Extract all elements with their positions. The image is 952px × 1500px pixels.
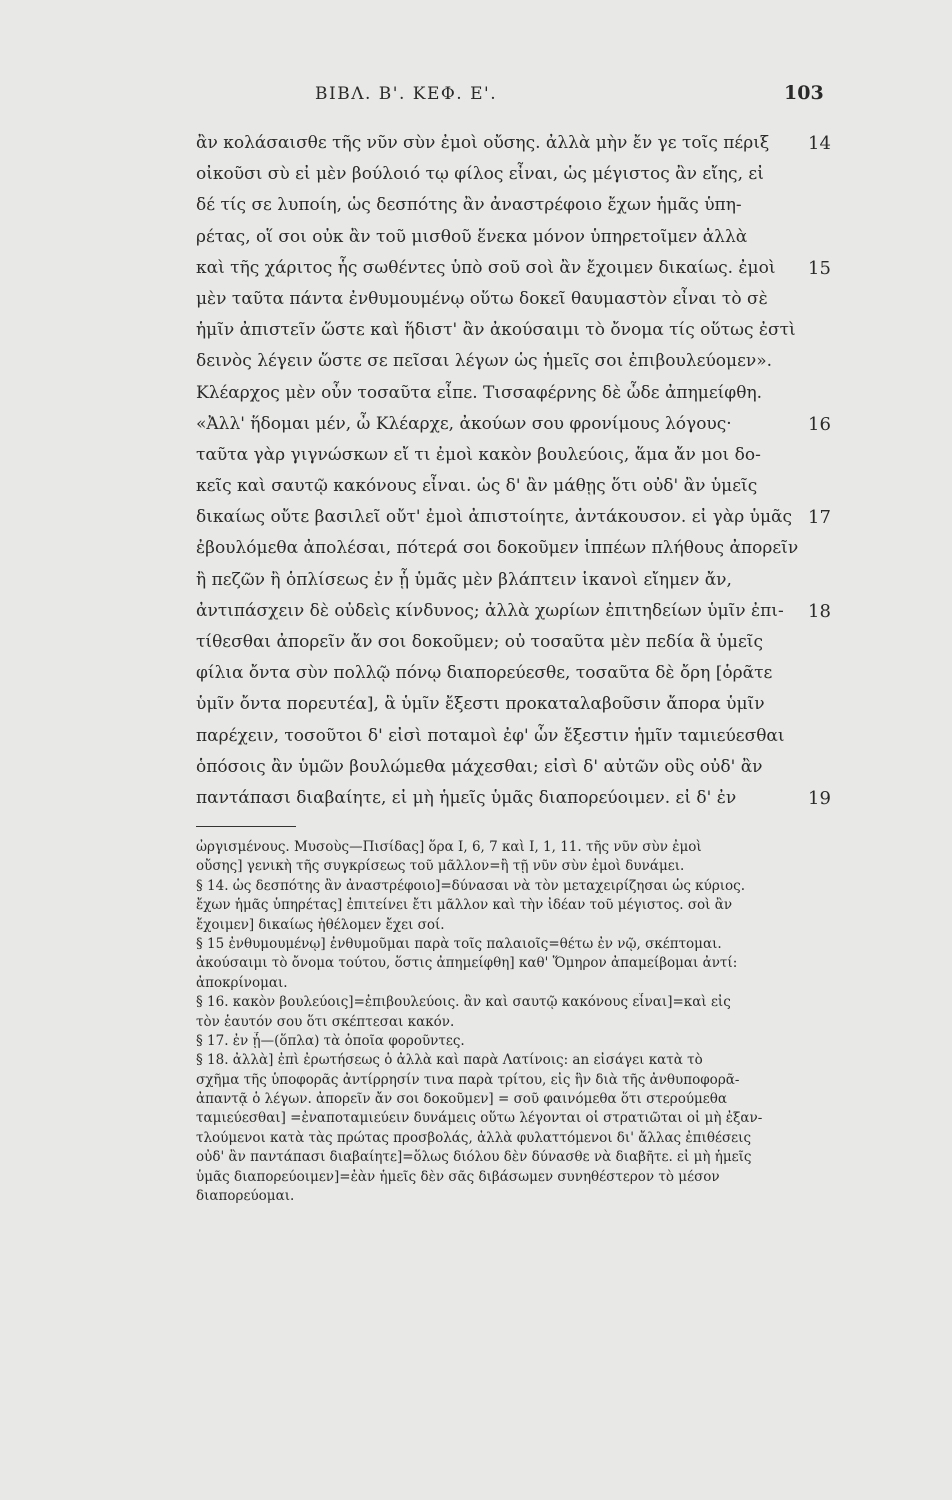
text-line: δικαίως οὔτε βασιλεῖ οὔτ' ἐμοὶ ἀπιστοίητε, ἀντάκουσον. εἰ γὰρ ὑμᾶς: [196, 507, 793, 528]
section-number: 19: [808, 788, 831, 810]
section-number: 17: [808, 507, 831, 529]
text-line: ρέτας, οἵ σοι οὐκ ἂν τοῦ μισθοῦ ἕνεκα μόνον ὑπηρετοῖμεν ἀλλὰ: [196, 226, 748, 247]
section-number: 15: [808, 257, 831, 279]
text-line: Κλέαρχος μὲν οὖν τοσαῦτα εἶπε. Τισσαφέρνης δὲ ὧδε ἀπημείφθη.: [196, 382, 763, 403]
note-line: ὠργισμένους. Μυσοὺς—Πισίδας] ὅρα Ι, 6, 7 καὶ Ι, 1, 11. τῆς νῦν σὺν ἐμοὶ: [196, 839, 702, 855]
text-line: φίλια ὄντα σὺν πολλῷ πόνῳ διαπορεύεσθε, τοσαῦτα δὲ ὄρη [ὁρᾶτε: [196, 663, 773, 684]
running-header: [0, 84, 952, 114]
text-line: ἢ πεζῶν ἢ ὁπλίσεως ἐν ᾗ ὑμᾶς μὲν βλάπτειν ἱκανοὶ εἴημεν ἄν,: [196, 569, 732, 590]
footnote-rule: [196, 826, 296, 827]
note-line: τλούμενοι κατὰ τὰς πρώτας προσβολάς, ἀλλὰ φυλαττόμενοι δι' ἄλλας ἐπιθέσεις: [196, 1129, 752, 1146]
note-line: οὔσης] γενικὴ τῆς συγκρίσεως τοῦ μᾶλλον=ἢ τῇ νῦν σὺν ἐμοὶ δυνάμει.: [196, 858, 685, 875]
note-line: οὐδ' ἂν παντάπασι διαβαίητε]=ὅλως διόλου δὲν δύνασθε νὰ διαβῆτε. εἰ μὴ ἡμεῖς: [196, 1149, 752, 1166]
section-number: 18: [808, 601, 831, 622]
text-line: καὶ τῆς χάριτος ἧς σωθέντες ὑπὸ σοῦ σοὶ ἂν ἔχοιμεν δικαίως. ἐμοὶ: [196, 257, 776, 278]
note-line: ἔχων ἡμᾶς ὑπηρέτας] ἐπιτείνει ἔτι μᾶλλον καὶ τὴν ἰδέαν τοῦ μέγιστος. σοὶ ἂν: [196, 897, 733, 914]
note-line: διαπορεύομαι.: [196, 1188, 295, 1205]
page-number: 103: [784, 82, 824, 104]
note-line: § 16. κακὸν βουλεύοις]=ἐπιβουλεύοις. ἂν καὶ σαυτῷ κακόνους εἶναι]=καὶ εἰς: [196, 994, 731, 1011]
text-line: ταῦτα γὰρ γιγνώσκων εἴ τι ἐμοὶ κακὸν βουλεύοις, ἅμα ἄν μοι δο-: [196, 444, 761, 465]
note-line: § 17. ἐν ᾗ—(ὅπλα) τὰ ὁποῖα φοροῦντες.: [196, 1032, 465, 1049]
text-line: παντάπασι διαβαίητε, εἰ μὴ ἡμεῖς ὑμᾶς διαπορεύοιμεν. εἰ δ' ἐν: [196, 787, 737, 808]
section-number: 16: [808, 413, 831, 435]
text-line: οἰκοῦσι σὺ εἰ μὲν βούλοιό τῳ φίλος εἶναι, ὡς μέγιστος ἂν εἴης, εἰ: [196, 164, 764, 185]
text-line: μὲν ταῦτα πάντα ἐνθυμουμένῳ οὕτω δοκεῖ θαυμαστὸν εἶναι τὸ σὲ: [196, 288, 768, 309]
text-line: κεῖς καὶ σαυτῷ κακόνους εἶναι. ὡς δ' ἂν μάθῃς ὅτι οὐδ' ἂν ὑμεῖς: [196, 476, 758, 497]
text-line: ὁπόσοις ἂν ὑμῶν βουλώμεθα μάχεσθαι; εἰσὶ δ' αὐτῶν οὓς οὐδ' ἂν: [196, 756, 763, 777]
note-line: ὑμᾶς διαπορεύοιμεν]=ἐὰν ἡμεῖς δὲν σᾶς διβάσωμεν συνηθέστερον τὸ μέσον: [196, 1168, 720, 1185]
text-line: παρέχειν, τοσοῦτοι δ' εἰσὶ ποταμοὶ ἐφ' ὧν ἔξεστιν ἡμῖν ταμιεύεσθαι: [196, 725, 785, 746]
note-line: τὸν ἑαυτόν σου ὅτι σκέπτεσαι κακόν.: [196, 1013, 455, 1030]
text-line: δέ τίς σε λυποίη, ὡς δεσπότης ἂν ἀναστρέφοιο ἔχων ἡμᾶς ὑπη-: [196, 195, 742, 216]
text-line: ἂν κολάσαισθε τῆς νῦν σὺν ἐμοὶ οὔσης. ἀλλὰ μὴν ἔν γε τοῖς πέριξ: [196, 133, 770, 153]
note-line: ταμιεύεσθαι] =ἐναποταμιεύειν δυνάμεις οὕτω λέγονται οἱ στρατιῶται οἱ μὴ ἐξαν-: [196, 1110, 763, 1127]
text-line: ὑμῖν ὄντα πορευτέα], ἃ ὑμῖν ἔξεστι προκαταλαβοῦσιν ἄπορα ὑμῖν: [196, 694, 765, 715]
text-line: ἀντιπάσχειν δὲ οὐδεὶς κίνδυνος; ἀλλὰ χωρίων ἐπιτηδείων ὑμῖν ἐπι-: [196, 600, 784, 621]
text-line: τίθεσθαι ἀπορεῖν ἄν σοι δοκοῦμεν; οὐ τοσαῦτα μὲν πεδία ἃ ὑμεῖς: [196, 632, 763, 652]
main-text-block: [196, 128, 800, 814]
section-number: 14: [808, 133, 831, 154]
note-line: ἀκούσαιμι τὸ ὄνομα τούτου, ὅστις ἀπημείφθη] καθ' Ὅμηρον ἀπαμείβομαι ἀντί:: [196, 955, 738, 972]
note-line: § 18. ἀλλὰ] ἐπὶ ἐρωτήσεως ὁ ἀλλὰ καὶ παρὰ Λατίνοις: an εἰσάγει κατὰ τὸ: [196, 1052, 703, 1069]
note-line: σχῆμα τῆς ὑποφορᾶς ἀντίρρησίν τινα παρὰ τρίτου, εἰς ἣν διὰ τῆς ἀνθυποφορᾶ-: [196, 1071, 740, 1088]
text-line: ἐβουλόμεθα ἀπολέσαι, πότερά σοι δοκοῦμεν ἱππέων πλήθους ἀπορεῖν: [196, 538, 799, 559]
note-line: ἀπαντᾷ ὁ λέγων. ἀπορεῖν ἄν σοι δοκοῦμεν] = σοῦ φαινόμεθα ὅτι στερούμεθα: [196, 1091, 728, 1108]
text-line: δεινὸς λέγειν ὥστε σε πεῖσαι λέγων ὡς ἡμεῖς σοι ἐπιβουλεύομεν».: [196, 351, 773, 372]
commentary-notes: [196, 838, 836, 1206]
note-line: ἀποκρίνομαι.: [196, 974, 288, 991]
text-line: «Ἀλλ' ἥδομαι μέν, ὦ Κλέαρχε, ἀκούων σου φρονίμους λόγους·: [196, 413, 732, 434]
note-line: § 15 ἐνθυμουμένῳ] ἐνθυμοῦμαι παρὰ τοῖς παλαιοῖς=θέτω ἐν νῷ, σκέπτομαι.: [196, 935, 722, 952]
header-title: ΒΙΒΛ. Β'. ΚΕΦ. Ε'.: [315, 84, 498, 104]
text-line: ἡμῖν ἀπιστεῖν ὥστε καὶ ἥδιστ' ἂν ἀκούσαιμι τὸ ὄνομα τίς οὕτως ἐστὶ: [196, 320, 796, 341]
note-line: ἔχοιμεν] δικαίως ἠθέλομεν ἔχει σοί.: [196, 916, 445, 933]
note-line: § 14. ὡς δεσπότης ἂν ἀναστρέφοιο]=δύνασαι νὰ τὸν μεταχειρίζησαι ὡς κύριος.: [196, 877, 746, 894]
